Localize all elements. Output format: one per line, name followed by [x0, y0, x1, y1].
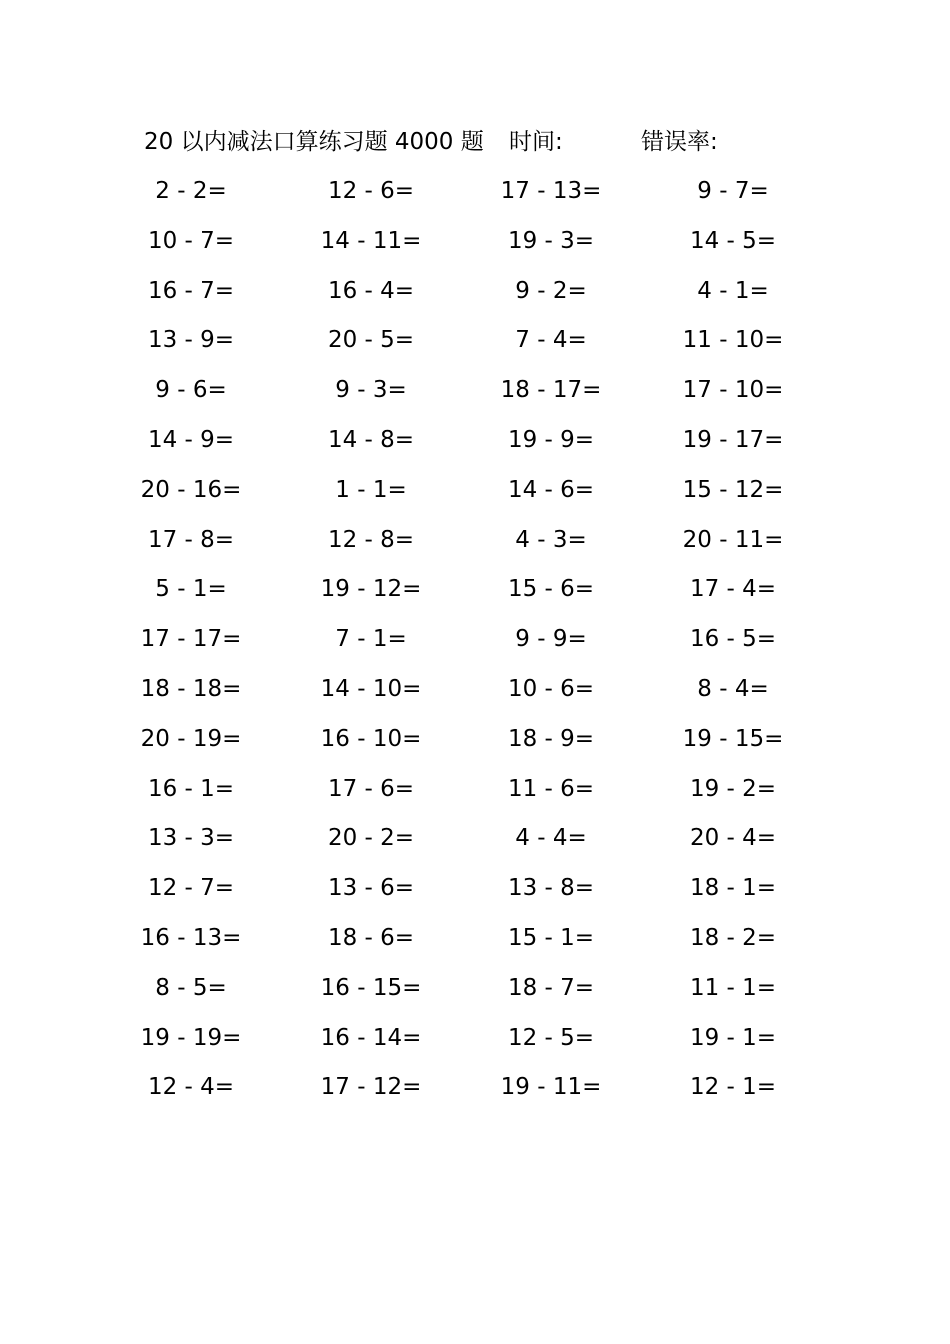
- problem-item: 8 - 5=: [155, 974, 227, 1001]
- problem-item: 12 - 1=: [689, 1074, 777, 1101]
- problem-row: [0, 1067, 950, 1107]
- problem-item: 17 - 6=: [327, 775, 415, 802]
- problem-item: 20 - 2=: [327, 825, 415, 852]
- problem-item: 9 - 9=: [515, 626, 587, 653]
- problem-item: 4 - 4=: [515, 825, 587, 852]
- problem-item: 12 - 5=: [507, 1024, 595, 1051]
- problem-row: [0, 868, 950, 908]
- problem-item: 19 - 1=: [689, 1024, 777, 1051]
- problem-item: 5 - 1=: [155, 576, 227, 603]
- problem-item: 2 - 2=: [155, 178, 227, 204]
- problem-item: 19 - 15=: [682, 725, 784, 752]
- problem-item: 15 - 6=: [507, 576, 595, 603]
- problem-item: 12 - 7=: [147, 875, 235, 902]
- problem-item: 14 - 5=: [689, 227, 777, 254]
- problem-row: [0, 271, 950, 311]
- problem-item: 16 - 1=: [147, 775, 235, 802]
- problem-item: 16 - 13=: [140, 925, 242, 951]
- problem-item: 12 - 8=: [327, 526, 415, 553]
- problem-item: 17 - 8=: [147, 526, 235, 553]
- problem-item: 18 - 9=: [507, 725, 595, 752]
- problem-item: 16 - 10=: [320, 725, 422, 752]
- problem-item: 13 - 6=: [327, 875, 415, 902]
- problem-item: 14 - 11=: [320, 227, 422, 254]
- problem-item: 7 - 4=: [515, 327, 587, 354]
- problem-item: 10 - 7=: [147, 227, 235, 254]
- problem-row: [0, 569, 950, 609]
- problem-item: 19 - 19=: [140, 1024, 242, 1051]
- problem-item: 18 - 6=: [327, 925, 415, 951]
- problem-row: [0, 719, 950, 759]
- problem-row: [0, 619, 950, 659]
- problem-item: 15 - 1=: [507, 925, 595, 951]
- problem-item: 13 - 9=: [147, 327, 235, 354]
- problem-item: 20 - 16=: [140, 476, 242, 503]
- problem-row: [0, 221, 950, 261]
- problem-item: 9 - 2=: [515, 277, 587, 304]
- problem-item: 7 - 1=: [335, 626, 407, 653]
- problem-item: 16 - 5=: [689, 626, 777, 653]
- problem-item: 18 - 18=: [140, 676, 242, 702]
- problem-item: 18 - 1=: [689, 875, 777, 902]
- problem-item: 14 - 9=: [147, 427, 235, 453]
- problem-row: [0, 918, 950, 958]
- problem-row: [0, 1018, 950, 1058]
- problem-item: 14 - 8=: [327, 427, 415, 453]
- problem-item: 15 - 12=: [682, 476, 784, 503]
- worksheet-title: 20 以内减法口算练习题 4000 题: [144, 129, 484, 155]
- problem-item: 20 - 4=: [689, 825, 777, 852]
- problem-item: 9 - 6=: [155, 377, 227, 404]
- problem-row: [0, 470, 950, 510]
- problem-item: 4 - 1=: [697, 277, 769, 304]
- problem-row: [0, 370, 950, 410]
- problem-item: 8 - 4=: [697, 676, 769, 702]
- problem-row: [0, 320, 950, 360]
- problem-item: 11 - 1=: [689, 974, 777, 1001]
- problem-row: [0, 818, 950, 858]
- problem-item: 11 - 6=: [507, 775, 595, 802]
- problem-item: 17 - 13=: [500, 178, 602, 204]
- problem-row: [0, 769, 950, 809]
- problem-item: 4 - 3=: [515, 526, 587, 553]
- problem-item: 16 - 7=: [147, 277, 235, 304]
- problem-item: 16 - 15=: [320, 974, 422, 1001]
- problem-item: 20 - 19=: [140, 725, 242, 752]
- problem-item: 17 - 12=: [320, 1074, 422, 1101]
- problem-item: 19 - 12=: [320, 576, 422, 603]
- problem-item: 11 - 10=: [682, 327, 784, 354]
- problem-item: 19 - 3=: [507, 227, 595, 254]
- problem-item: 19 - 11=: [500, 1074, 602, 1101]
- problem-item: 18 - 17=: [500, 377, 602, 404]
- problem-item: 1 - 1=: [335, 476, 407, 503]
- problem-item: 17 - 17=: [140, 626, 242, 653]
- time-label: 时间:: [509, 129, 563, 155]
- problem-item: 14 - 6=: [507, 476, 595, 503]
- problem-item: 18 - 2=: [689, 925, 777, 951]
- problem-item: 16 - 14=: [320, 1024, 422, 1051]
- problem-item: 19 - 9=: [507, 427, 595, 453]
- problem-item: 13 - 3=: [147, 825, 235, 852]
- problem-item: 9 - 7=: [697, 178, 769, 204]
- problem-row: [0, 520, 950, 560]
- problem-row: [0, 669, 950, 709]
- problem-row: [0, 420, 950, 460]
- problem-item: 12 - 6=: [327, 178, 415, 204]
- problem-item: 14 - 10=: [320, 676, 422, 702]
- problem-item: 13 - 8=: [507, 875, 595, 902]
- problem-item: 17 - 10=: [682, 377, 784, 404]
- error-rate-label: 错误率:: [641, 129, 718, 155]
- problem-item: 20 - 5=: [327, 327, 415, 354]
- problem-item: 12 - 4=: [147, 1074, 235, 1101]
- problem-row: [0, 968, 950, 1008]
- problem-item: 20 - 11=: [682, 526, 784, 553]
- problem-item: 19 - 2=: [689, 775, 777, 802]
- problem-item: 17 - 4=: [689, 576, 777, 603]
- problem-item: 16 - 4=: [327, 277, 415, 304]
- problem-item: 19 - 17=: [682, 427, 784, 453]
- problem-item: 9 - 3=: [335, 377, 407, 404]
- problem-item: 18 - 7=: [507, 974, 595, 1001]
- problem-row: [0, 171, 950, 211]
- problem-item: 10 - 6=: [507, 676, 595, 702]
